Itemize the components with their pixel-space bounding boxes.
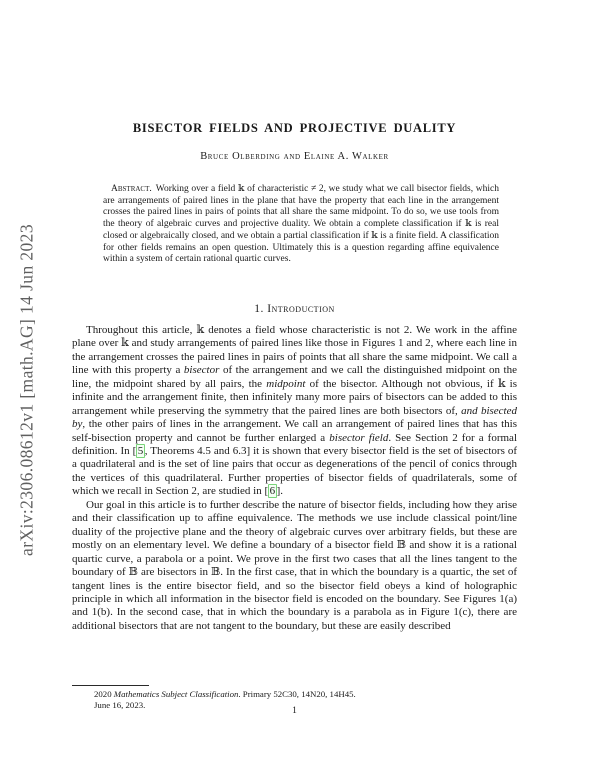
emphasis-text: Mathematics Subject Classification xyxy=(113,689,239,699)
footnote-msc xyxy=(72,689,539,700)
text-run: of the arrangement and we call the distinguished midpoint on the line, the midpoint shared by all pairs, the xyxy=(72,364,517,390)
text-column xyxy=(72,0,517,633)
abstract-text xyxy=(103,184,499,264)
text-run: Throughout this article, 𝕜 denotes a field whose characteristic is not 2. We work in the affine plane over 𝕜 and study arrangements of paired lines like those in Figures 1 and 2, where each line in the arrangement crosses the paired lines in pairs of points that all share the same midpoint. We call a line with this property a xyxy=(72,323,517,377)
text-run: Our goal in this article is to further describe the nature of bisector fields, including how they arise and their classification up to affine equivalence. The methods we use include classical point/line duality of the projective plane and the theory of algebraic curves over arbitrary fields, but these are mostly on an elementary level. We define a boundary of a bisector field 𝔹 and show it is a rational quartic curve, a parabola or a point. We prove in the first two cases that all the lines tangent to the boundary of 𝔹 are bisectors in 𝔹. In the first case, that in which the boundary is a quartic, the set of tangent lines is the entire bisector field, and so the bisector field obeys a kind of holographic principle in which all information in the bisector field is encoded on the boundary. See Figures 1(a) and 1(b). In the second case, that in which the boundary is a parabola as in Figure 1(c), there are additional bisectors that are not tangent to the boundary, but these are easily described xyxy=(72,498,517,632)
emphasis-text: bisector field xyxy=(329,431,389,444)
paragraph-2 xyxy=(72,499,517,634)
footnote-date: June 16, 2023. xyxy=(94,700,146,710)
emphasis-text: midpoint xyxy=(266,377,306,390)
emphasis-text: and bisected by xyxy=(72,404,517,431)
text-run: 2020 xyxy=(94,689,114,699)
text-run: . See Section 2 for a formal definition. In [ xyxy=(72,431,518,457)
text-run: Working over a field 𝕜 of characteristic ≠ 2, we study what we call bisector fields, which are arrangements of paired lines in the plane that have the property that each line in the arrangement crosses the paired lines in pairs of points that all share the same midpoint. To do so, we use tools from the theory of algebraic curves and projective duality. We obtain a complete classification if 𝕜 is real closed or algebraically closed, and we obtain a partial classification if 𝕜 is a finite field. A classification for other fields remains an open question. Ultimately this is a question regarding affine equivalence within a system of certain rational quartic curves. xyxy=(103,184,499,265)
emphasis-text: bisector xyxy=(183,364,220,377)
text-run: , Theorems 4.5 and 6.3] it is shown that every bisector field is the set of bisectors of a quadrilateral and is the set of line pairs that occur as degenerations of the pencil of conics through the vertices of this quadrilateral. Further properties of bisector fields of quadrilaterals, some of which we recall in Section 2, are studied in [ xyxy=(72,445,517,498)
section-heading-introduction: 1. Introduction xyxy=(254,302,335,315)
paragraph-1 xyxy=(72,324,517,499)
paper-authors: Bruce Olberding and Elaine A. Walker xyxy=(200,151,389,162)
citation-link[interactable]: 6 xyxy=(269,485,276,498)
abstract-block xyxy=(103,184,499,266)
abstract-label: Abstract. xyxy=(111,184,152,194)
text-run: , the other pairs of lines in the arrangement. We call an arrangement of paired lines that has this self-bisection property and cannot be further enlarged a xyxy=(72,418,517,444)
text-run: of the bisector. Although not obvious, if 𝕜 is infinite and the arrangement finite, then infinitely many more pairs of bisectors can be added to this arrangement while preserving the symmetry that the paired lines are both bisectors of, xyxy=(72,377,517,417)
footnote-rule xyxy=(72,685,149,686)
text-run: ]. xyxy=(276,485,284,498)
citation-link[interactable]: 5 xyxy=(137,445,144,457)
paper-title: BISECTOR FIELDS AND PROJECTIVE DUALITY xyxy=(132,121,457,135)
arxiv-watermark-link[interactable]: arXiv:2306.08612v1 [math.AG] 14 Jun 2023 xyxy=(16,224,37,556)
text-run: . Primary 52C30, 14N20, 14H45. xyxy=(238,689,356,699)
page-number: 1 xyxy=(292,706,297,716)
